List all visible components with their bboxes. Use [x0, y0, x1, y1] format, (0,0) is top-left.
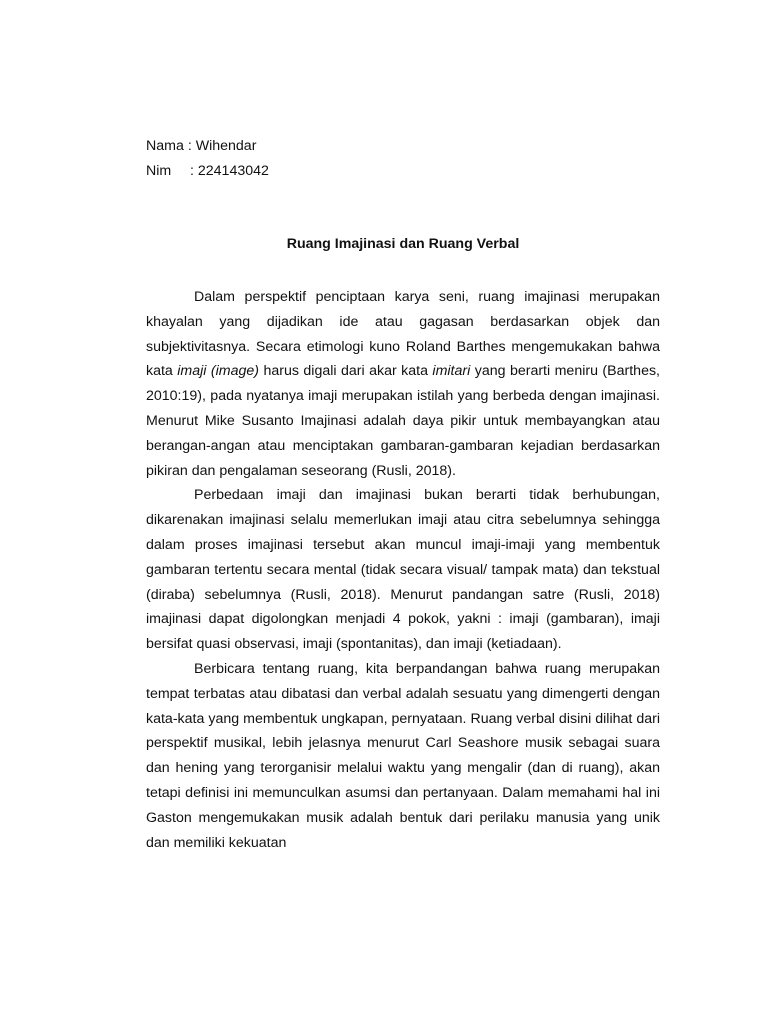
student-header — [146, 134, 269, 184]
name-value: : Wihendar — [187, 138, 257, 154]
paragraph-1-text-b: harus digali dari akar kata — [259, 363, 433, 380]
italic-term-imaji: imaji (image) — [177, 363, 259, 380]
paragraph-2: Perbedaan imaji dan imajinasi bukan berarti tidak berhubungan, dikarenakan imajinasi selalu memerlukan imaji atau citra sebelumnya sehingga dalam proses imajinasi tersebut akan muncul imaji-imaji yang membentuk gambaran tertentu secara mental (tidak secara visual/ tampak mata) dan tekstual (diraba) sebelumnya (Rusli, 2018). Menurut pandangan satre (Rusli, 2018) imajinasi dapat digolongkan menjadi 4 pokok, yakni : imaji (gambaran), imaji bersifat quasi observasi, imaji (spontanitas), dan imaji (ketiadaan). — [146, 487, 660, 653]
nim-label: Nim — [146, 163, 172, 179]
document-body — [146, 285, 660, 855]
paragraph-1-text-c: yang berarti meniru (Barthes, 2010:19), pada nyatanya imaji merupakan istilah yang berbeda dengan imajinasi. Menurut Mike Susanto Imajinasi adalah daya pikir untuk membayangkan atau berangan-angan atau menciptakan gambaran-gambaran kejadian berdasarkan pikiran dan pengalaman seseorang (Rusli, 2018). — [146, 363, 660, 479]
paragraph-1-text-a: Dalam perspektif penciptaan karya seni, ruang imajinasi merupakan khayalan yang dijadikan ide atau gagasan berdasarkan objek dan subjektivitasnya. Secara etimologi kuno Roland Barthes mengemukakan bahwa kata — [146, 289, 660, 380]
name-label: Nama — [146, 138, 184, 154]
paragraph-1 — [146, 285, 660, 483]
nim-value: : 224143042 — [190, 163, 269, 179]
name-row — [146, 134, 269, 159]
italic-term-imitari: imitari — [432, 363, 471, 380]
paragraph-3: Berbicara tentang ruang, kita berpandangan bahwa ruang merupakan tempat terbatas atau dibatasi dan verbal adalah sesuatu yang dimengerti dengan kata-kata yang membentuk ungkapan, pernyataan. Ruang verbal disini dilihat dari perspektif musikal, lebih jelasnya menurut Carl Seashore musik sebagai suara dan hening yang terorganisir melalui waktu yang mengalir (dan di ruang), akan tetapi definisi ini memunculkan asumsi dan pertanyaan. Dalam memahami hal ini Gaston mengemukakan musik adalah bentuk dari perilaku manusia yang unik dan memiliki kekuatan — [146, 660, 660, 851]
document-title: Ruang Imajinasi dan Ruang Verbal — [286, 236, 520, 252]
nim-row — [146, 159, 269, 184]
